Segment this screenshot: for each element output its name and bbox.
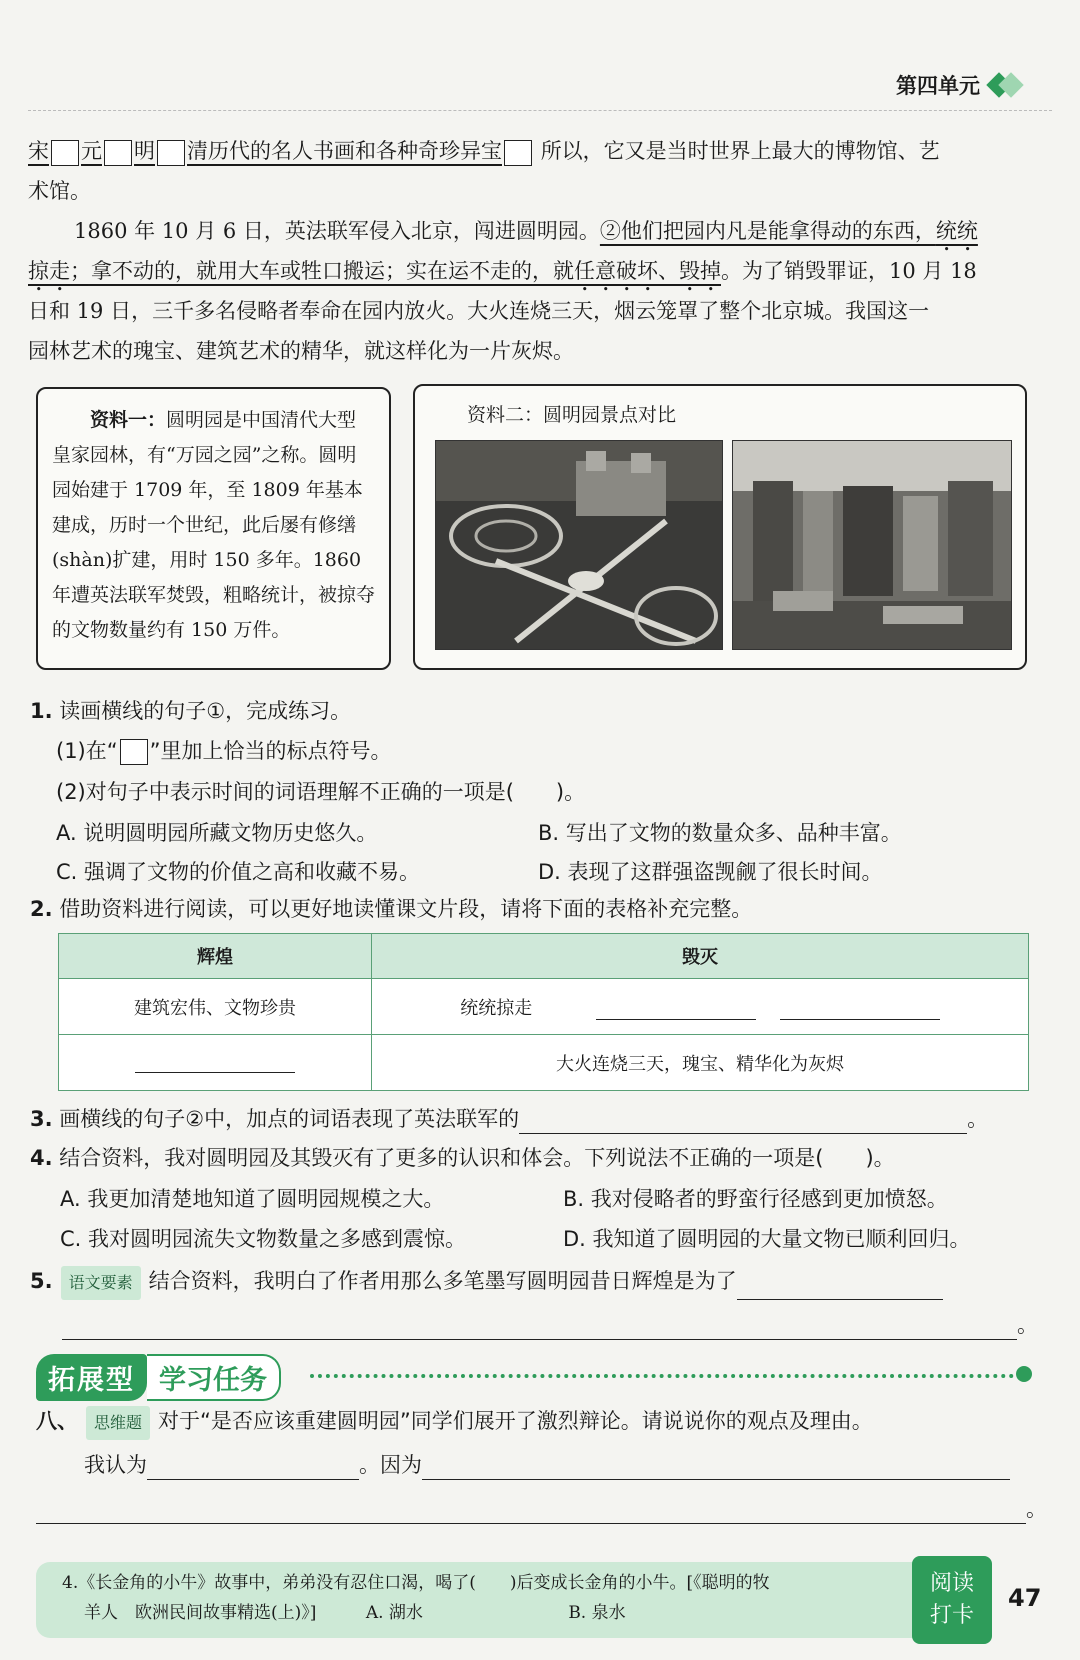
q1-option-b[interactable]: B. 写出了文物的数量众多、品种丰富。 — [538, 821, 902, 845]
answer-box[interactable] — [504, 140, 532, 166]
answer-blank[interactable] — [596, 1019, 756, 1020]
ref1-body: 圆明园是中国清代大型皇家园林，有“万园之园”之称。圆明园始建于 1709 年，至 1809 年基本建成，历时一个世纪，此后屡有修缮(shàn)扩建，用时 150 多年。1860 年遭英法联军焚毁，粗略统计，被掠夺的文物数量约有 150 万件。 — [52, 409, 376, 641]
table-cell: 统统掠走 — [372, 979, 1029, 1035]
q5-line-2: 。 — [62, 1310, 1038, 1340]
table-cell: 大火连烧三天，瑰宝、精华化为灰烬 — [372, 1035, 1029, 1091]
table-header-glory: 辉煌 — [59, 934, 372, 979]
answer-blank[interactable] — [62, 1311, 1017, 1340]
question-3: 3. 画横线的句子②中，加点的词语表现了英法联军的 。 — [30, 1104, 988, 1134]
dotted-divider — [310, 1374, 1030, 1378]
reason-blank[interactable] — [36, 1495, 1026, 1524]
reference-material-1 — [36, 387, 391, 670]
page-number: 47 — [1008, 1584, 1042, 1612]
q8-answer-line: 我认为 。因为 — [84, 1450, 1010, 1480]
q1-sub-2: (2)对句子中表示时间的词语理解不正确的一项是( )。 — [56, 780, 586, 804]
answer-blank[interactable] — [519, 1105, 967, 1134]
question-4: 4. 结合资料，我对圆明园及其毁灭有了更多的认识和体会。下列说法不正确的一项是( )。 — [30, 1146, 895, 1170]
q8-answer-line-2: 。 — [36, 1494, 1047, 1524]
q4-option-a[interactable]: A. 我更加清楚地知道了圆明园规模之大。 — [60, 1187, 445, 1211]
passage-line-6: 园林艺术的瑰宝、建筑艺术的精华，就这样化为一片灰烬。 — [28, 339, 574, 363]
garden-aerial-photo — [435, 440, 723, 650]
q1-option-a[interactable]: A. 说明圆明园所藏文物历史悠久。 — [56, 821, 378, 845]
passage-line-3: 1860 年 10 月 6 日，英法联军侵入北京，闯进圆明园。②他们把园内凡是能拿得动的东西，统统 — [74, 219, 978, 243]
table-header-destruction: 毁灭 — [372, 934, 1029, 979]
q4-option-c[interactable]: C. 我对圆明园流失文物数量之多感到震惊。 — [60, 1227, 467, 1251]
q1-option-d[interactable]: D. 表现了这群强盗觊觎了很长时间。 — [538, 860, 883, 884]
extension-task-header — [36, 1354, 281, 1401]
table-row — [59, 979, 1029, 1035]
passage-line-1: 宋 元 明 清历代的名人书画和各种奇珍异宝 所以，它又是当时世界上最大的博物馆、艺 — [28, 132, 1038, 171]
diamond-icon — [990, 72, 1016, 98]
unit-title: 第四单元 — [896, 74, 980, 98]
q1-option-c[interactable]: C. 强调了文物的价值之高和收藏不易。 — [56, 860, 421, 884]
table-cell — [59, 1035, 372, 1091]
unit-header — [896, 70, 1016, 100]
answer-box[interactable] — [157, 140, 185, 166]
answer-blank[interactable] — [737, 1271, 943, 1300]
answer-blank[interactable] — [135, 1072, 295, 1073]
footer-option-b[interactable]: B. 泉水 — [568, 1603, 626, 1623]
table-row — [59, 1035, 1029, 1091]
footer-question: 4.《长金角的小牛》故事中，弟弟没有忍住口渴，喝了( )后变成长金角的小牛。[《聪明的牧 — [62, 1573, 770, 1593]
footer-question-line-2: 羊人 欧洲民间故事精选(上)》] A. 湖水 B. 泉水 — [84, 1603, 626, 1623]
ref2-title: 资料二：圆明园景点对比 — [467, 404, 677, 426]
passage-line-2: 术馆。 — [28, 179, 91, 203]
table-cell: 建筑宏伟、文物珍贵 — [59, 979, 372, 1035]
answer-box[interactable] — [104, 140, 132, 166]
footer-option-a[interactable]: A. 湖水 — [365, 1603, 423, 1623]
opinion-blank[interactable] — [147, 1451, 359, 1480]
q4-option-b[interactable]: B. 我对侵略者的野蛮行径感到更加愤怒。 — [563, 1187, 948, 1211]
ruins-photo — [732, 440, 1012, 650]
thinking-tag: 思维题 — [86, 1406, 150, 1440]
header-divider — [28, 110, 1052, 111]
reading-checkin-badge: 阅读 打卡 — [912, 1556, 992, 1644]
extension-badge: 拓展型 — [36, 1354, 147, 1401]
ref1-title: 资料一： — [90, 409, 167, 431]
comparison-table — [58, 933, 1029, 1091]
q1-sub-1: (1)在“ ”里加上恰当的标点符号。 — [56, 739, 392, 763]
literacy-tag: 语文要素 — [61, 1266, 141, 1300]
reason-blank[interactable] — [422, 1451, 1010, 1480]
extension-label: 学习任务 — [147, 1354, 281, 1401]
passage-line-4: 掠走；拿不动的，就用大车或牲口搬运；实在运不走的，就任意破坏、毁掉。为了销毁罪证，10 月 18 — [28, 259, 977, 283]
passage-line-5: 日和 19 日，三千多名侵略者奉命在园内放火。大火连烧三天，烟云笼罩了整个北京城。我国这一 — [28, 299, 930, 323]
dot-icon — [1016, 1366, 1032, 1382]
reference-material-2 — [413, 384, 1027, 670]
question-1: 1. 读画横线的句子①，完成练习。 — [30, 699, 352, 723]
answer-blank[interactable] — [780, 1019, 940, 1020]
q4-option-d[interactable]: D. 我知道了圆明园的大量文物已顺利回归。 — [563, 1227, 971, 1251]
question-2: 2. 借助资料进行阅读，可以更好地读懂课文片段，请将下面的表格补充完整。 — [30, 897, 753, 921]
answer-box[interactable] — [51, 140, 79, 166]
question-5: 5. 语文要素 结合资料，我明白了作者用那么多笔墨写圆明园昔日辉煌是为了 — [30, 1266, 943, 1300]
reading-checkin-strip — [36, 1562, 986, 1638]
answer-box[interactable] — [120, 739, 148, 765]
question-8: 八、 思维题 对于“是否应该重建圆明园”同学们展开了激烈辩论。请说说你的观点及理由。 — [36, 1406, 873, 1440]
